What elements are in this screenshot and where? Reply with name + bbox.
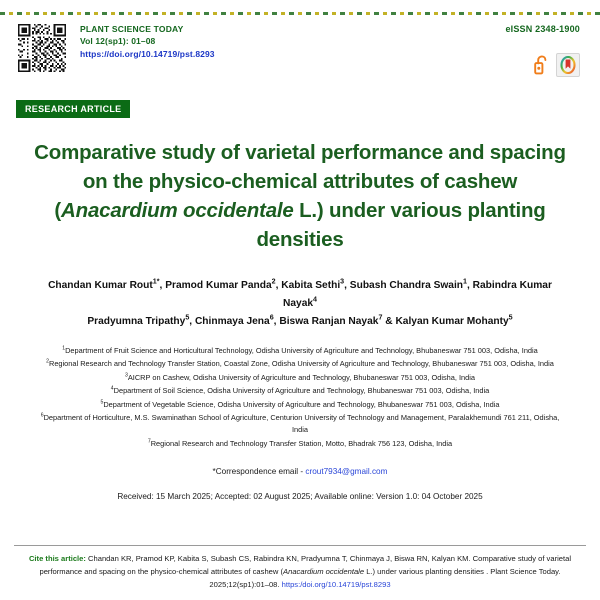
affiliation-text: AICRP on Cashew, Odisha University of Agriculture and Technology, Bhubaneswar 751 003, Odisha, India xyxy=(127,372,476,382)
author-separator: , xyxy=(273,316,280,328)
affiliation-marker: 3 xyxy=(124,372,128,379)
author-separator: , xyxy=(466,280,473,292)
affiliation-list xyxy=(32,345,568,450)
correspondence-line xyxy=(14,467,586,476)
affiliation-item xyxy=(32,399,568,411)
author-name: Biswa Ranjan Nayak xyxy=(279,316,379,328)
affiliation-text: Regional Research and Technology Transfer Station, Motto, Bhadrak 756 123, Odisha, India xyxy=(150,438,453,448)
page-title xyxy=(24,138,576,254)
author-affiliation-marker: 5 xyxy=(185,313,190,322)
citation-part-1: Chandan KR, Pramod KP, Kabita S, Subash CS, Rabindra KN, Pradyumna T, Chinmaya J, Biswa RN, Kalyan KM. Comparative study of varietal performance and spacing on the physico-chemical attributes of cashew ( xyxy=(39,554,572,577)
qr-code-icon[interactable] xyxy=(16,22,68,74)
journal-volume: Vol 12(sp1): 01–08 xyxy=(80,36,156,47)
affiliation-item xyxy=(32,345,568,357)
affiliation-marker: 7 xyxy=(147,438,151,445)
eissn-label: eISSN 2348-1900 xyxy=(505,24,580,34)
author-affiliation-marker: 3 xyxy=(340,278,345,287)
journal-info xyxy=(80,20,215,60)
journal-badge-icon[interactable] xyxy=(556,53,580,77)
affiliation-item xyxy=(32,372,568,384)
affiliation-marker: 5 xyxy=(100,399,104,406)
author-separator: , xyxy=(189,316,195,328)
author-separator: , xyxy=(159,280,166,292)
author-name: Kabita Sethi xyxy=(281,280,341,292)
affiliation-item xyxy=(32,358,568,370)
author-list xyxy=(38,277,562,331)
author-separator: , xyxy=(344,280,350,292)
author-line-2 xyxy=(38,313,562,331)
affiliation-text: Department of Vegetable Science, Odisha University of Agriculture and Technology, Bhubaneswar 751 003, Odisha, India xyxy=(103,399,500,409)
author-name: Pradyumna Tripathy xyxy=(87,316,186,328)
masthead xyxy=(14,0,586,94)
title-species-name: Anacardium occidentale xyxy=(61,199,294,223)
header-right xyxy=(505,20,586,77)
header-badges xyxy=(505,53,580,77)
affiliation-text: Department of Fruit Science and Horticultural Technology, Odisha University of Agriculture and Technology, Bhubaneswar 751 003, Odisha, India xyxy=(65,345,538,355)
author-name: Chandan Kumar Rout xyxy=(48,280,153,292)
title-part-1: Comparative study of varietal performance and spacing on the physico-chemical attributes of cashew ( xyxy=(34,141,566,223)
affiliation-text: Department of Horticulture, M.S. Swaminathan School of Agriculture, Centurion University of Technology and Management, Paralakhemundi 761 211, Odisha, India xyxy=(43,413,560,435)
author-affiliation-marker: 7 xyxy=(378,313,383,322)
author-name: Subash Chandra Swain xyxy=(349,280,464,292)
author-affiliation-marker: 1* xyxy=(152,278,160,287)
author-affiliation-marker: 2 xyxy=(271,278,276,287)
publication-dates: Received: 15 March 2025; Accepted: 02 August 2025; Available online: Version 1.0: 04 October 2025 xyxy=(117,491,483,501)
correspondence-label: *Correspondence email - xyxy=(212,466,306,476)
author-separator: , xyxy=(275,280,282,292)
citation-part-2: L.) under various planting densities . Plant Science Today. 2025;12(sp1):01–08. xyxy=(209,567,561,590)
author-separator: & xyxy=(382,316,396,328)
open-access-lock-icon[interactable] xyxy=(534,55,549,75)
author-name: Rabindra Kumar Nayak xyxy=(283,280,552,310)
citation-doi-link[interactable]: https:/doi.org/10.14719/pst.8293 xyxy=(281,580,391,590)
affiliation-marker: 2 xyxy=(46,358,49,365)
cite-this-article xyxy=(18,552,582,591)
correspondence-email-link[interactable]: crout7934@gmail.com xyxy=(305,466,388,476)
journal-doi-link[interactable]: https://doi.org/10.14719/pst.8293 xyxy=(80,48,215,59)
author-affiliation-marker: 4 xyxy=(313,295,317,304)
author-name: Pramod Kumar Panda xyxy=(165,280,272,292)
cite-this-article-label: Cite this article: xyxy=(28,554,86,563)
author-name: Chinmaya Jena xyxy=(194,316,270,328)
citation-divider xyxy=(14,545,586,546)
affiliation-item xyxy=(32,385,568,397)
affiliation-marker: 1 xyxy=(62,345,66,352)
author-line-1 xyxy=(38,277,562,313)
article-type-badge: RESEARCH ARTICLE xyxy=(16,100,130,118)
citation-species-name: Anacardium occidentale xyxy=(283,567,365,577)
affiliation-text: Regional Research and Technology Transfer Station, Coastal Zone, Odisha University of Agriculture and Technology, Bhubaneswar 751 003, Odisha, India xyxy=(48,359,554,369)
author-affiliation-marker: 1 xyxy=(463,278,467,287)
title-part-2: L.) under various planting densities xyxy=(256,199,546,252)
affiliation-item xyxy=(32,438,568,450)
affiliation-text: Department of Soil Science, Odisha University of Agriculture and Technology, Bhubaneswar 751 003, Odisha, India xyxy=(113,386,490,396)
affiliation-item xyxy=(32,412,568,436)
author-name: Kalyan Kumar Mohanty xyxy=(395,316,509,328)
journal-name: PLANT SCIENCE TODAY xyxy=(80,24,184,34)
author-affiliation-marker: 6 xyxy=(269,313,274,322)
author-affiliation-marker: 5 xyxy=(508,313,513,322)
affiliation-marker: 4 xyxy=(110,385,114,392)
affiliation-marker: 6 xyxy=(40,412,44,419)
